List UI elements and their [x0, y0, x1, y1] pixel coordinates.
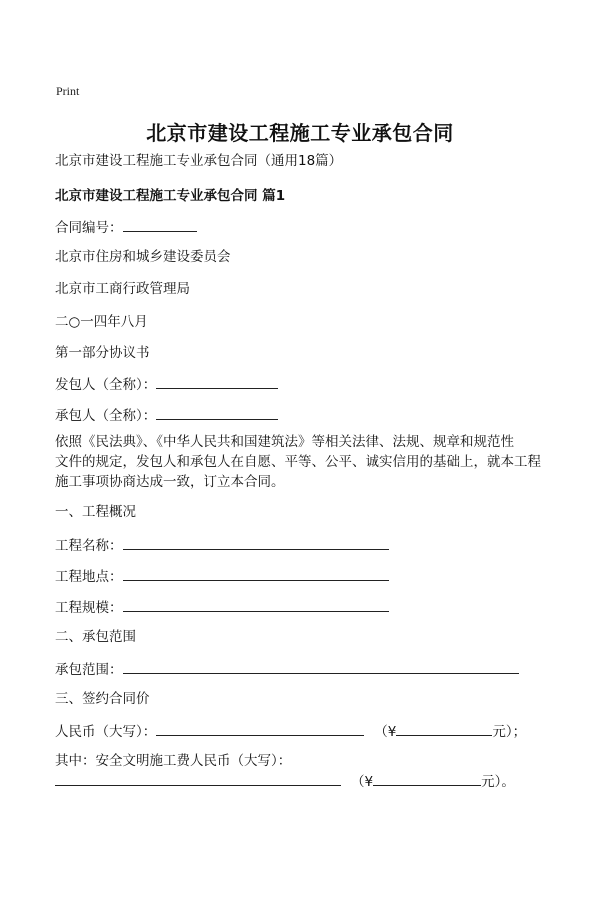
rmb-label: 人民币（大写）： — [55, 724, 157, 740]
article-heading: 北京市建设工程施工专业承包合同 篇1 — [55, 188, 286, 204]
contract-date: 二○一四年八月 — [55, 314, 148, 330]
yuan-close-semicolon: 元）； — [492, 724, 527, 740]
employer-label: 发包人（全称）： — [55, 377, 157, 393]
employer-name-blank[interactable] — [156, 374, 278, 389]
collection-title: 北京市建设工程施工专业承包合同（通用18篇） — [55, 153, 343, 169]
issuer-commerce-bureau: 北京市工商行政管理局 — [55, 281, 190, 297]
contract-number-label: 合同编号： — [55, 220, 123, 236]
yen-open: （¥ — [374, 724, 397, 740]
project-scale-blank[interactable] — [123, 597, 389, 612]
issuer-housing-commission: 北京市住房和城乡建设委员会 — [55, 249, 231, 265]
basis-line-1: 依照《民法典》、《中华人民共和国建筑法》等相关法律、法规、规章和规范性 — [55, 434, 514, 450]
scope-blank[interactable] — [123, 659, 519, 674]
rmb-uppercase-blank[interactable] — [156, 721, 364, 736]
contractor-name-blank[interactable] — [156, 405, 278, 420]
employer-row — [55, 374, 278, 394]
contractor-row — [55, 405, 278, 425]
project-location-label: 工程地点： — [55, 569, 123, 585]
section-1-heading: 一、工程概况 — [55, 504, 136, 520]
section-2-heading: 二、承包范围 — [55, 629, 136, 645]
project-name-label: 工程名称： — [55, 538, 123, 554]
document-title: 北京市建设工程施工专业承包合同 — [146, 121, 454, 145]
print-link[interactable]: Print — [56, 84, 80, 98]
basis-paragraph — [55, 432, 550, 492]
scope-row — [55, 659, 519, 679]
safety-yen-open: （¥ — [351, 774, 374, 790]
project-scale-label: 工程规模： — [55, 600, 123, 616]
project-location-blank[interactable] — [123, 566, 389, 581]
safety-fee-uppercase-blank[interactable] — [55, 771, 341, 786]
project-name-blank[interactable] — [123, 535, 389, 550]
basis-line-3: 施工事项协商达成一致，订立本合同。 — [55, 474, 285, 490]
scope-label: 承包范围： — [55, 662, 123, 678]
project-scale-row — [55, 597, 389, 617]
safety-fee-amount-blank[interactable] — [373, 771, 481, 786]
part-one-heading: 第一部分协议书 — [55, 345, 150, 361]
contract-price-row — [55, 721, 526, 741]
project-name-row — [55, 535, 389, 555]
section-3-heading: 三、签约合同价 — [55, 691, 150, 707]
yen-amount-blank[interactable] — [396, 721, 492, 736]
contract-number-blank[interactable] — [123, 217, 197, 232]
basis-line-2: 文件的规定，发包人和承包人在自愿、平等、公平、诚实信用的基础上，就本工程 — [55, 454, 541, 470]
yuan-close-period: 元）。 — [481, 774, 515, 790]
contract-number-row — [55, 217, 197, 237]
safety-fee-label-row: 其中：安全文明施工费人民币（大写）： — [55, 753, 292, 769]
safety-fee-amount-row — [55, 771, 515, 791]
project-location-row — [55, 566, 389, 586]
contractor-label: 承包人（全称）： — [55, 408, 157, 424]
